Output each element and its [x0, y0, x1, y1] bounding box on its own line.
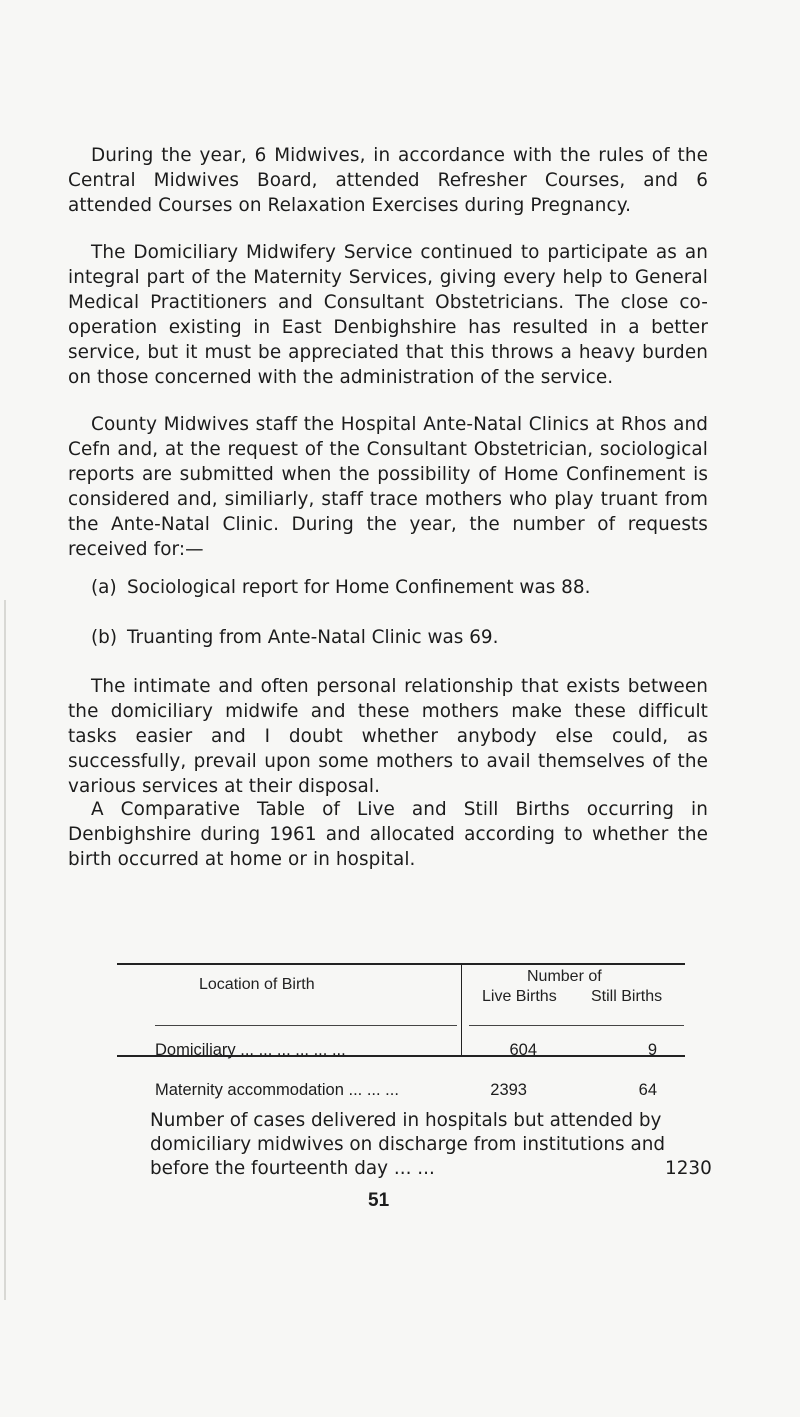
table-header-live-births: Live Births [482, 988, 557, 1005]
table-header-rule-left [155, 1025, 457, 1026]
table-row-2-location: Maternity accommodation ... ... ... [155, 1081, 399, 1099]
footnote-value: 1230 [665, 1158, 712, 1179]
paragraph-refresher-courses: During the year, 6 Midwives, in accordance with the rules of the Central Midwives Board, attended Refresher Courses, and 6 attended Courses on Relaxation Exercises during Pregnancy. [68, 145, 708, 216]
list-item-label: (a) [91, 577, 117, 598]
paragraph-comparative-table: A Comparative Table of Live and Still Births occurring in Denbighshire during 1961 and allocated according to whether the birth occurred at home or in hospital. [68, 799, 708, 870]
paragraph-domiciliary-service: The Domiciliary Midwifery Service continued to participate as an integral part of the Maternity Services, giving every help to General Medical Practitioners and Consultant Obstetricians. The close co-operation existing in East Denbighshire has resulted in a better service, but it must be appreciated that this throws a heavy burden on those concerned with the administration of the service. [68, 242, 708, 388]
table-row-2-live: 2393 [490, 1081, 527, 1099]
page-number: 51 [368, 1190, 390, 1211]
table-row-1-live: 604 [509, 1041, 537, 1059]
table-column-divider [461, 963, 462, 1057]
footnote-hospital-cases: Number of cases delivered in hospitals but attended by domiciliary midwives on discharge from institutions and before the fourteenth day ... ... [150, 1110, 666, 1179]
table-top-rule [117, 963, 685, 965]
table-row-2-still: 64 [638, 1081, 657, 1099]
paragraph-county-midwives: County Midwives staff the Hospital Ante-Natal Clinics at Rhos and Cefn and, at the request of the Consultant Obstetrician, sociological reports are submitted when the possibility of Home Confinement is considered and, similiarly, staff trace mothers who play truant from the Ante-Natal Clinic. During the year, the number of requests received for:— [68, 414, 708, 560]
table-header-number: Number of [527, 968, 602, 985]
table-header-location: Location of Birth [199, 976, 315, 993]
list-item-b [91, 625, 711, 650]
births-table [117, 963, 685, 1057]
list-item-text: Truanting from Ante-Natal Clinic was 69. [127, 627, 499, 648]
paragraph-relationship: The intimate and often personal relationship that exists between the domiciliary midwife and these mothers make these difficult tasks easier and I doubt whether anybody else could, as successfully, prevail upon some mothers to avail themselves of the various services at their disposal. [68, 676, 708, 797]
table-header-still-births: Still Births [591, 988, 663, 1005]
list-item-text: Sociological report for Home Confinement was 88. [127, 577, 591, 598]
list-item-label: (b) [91, 627, 118, 648]
table-header-rule-right [469, 1025, 684, 1026]
table-row-1-location: Domiciliary ... ... ... ... ... ... [155, 1041, 346, 1059]
table-row-1-still: 9 [647, 1041, 657, 1059]
page-edge-shadow [4, 600, 6, 1300]
list-item-a [91, 575, 711, 600]
